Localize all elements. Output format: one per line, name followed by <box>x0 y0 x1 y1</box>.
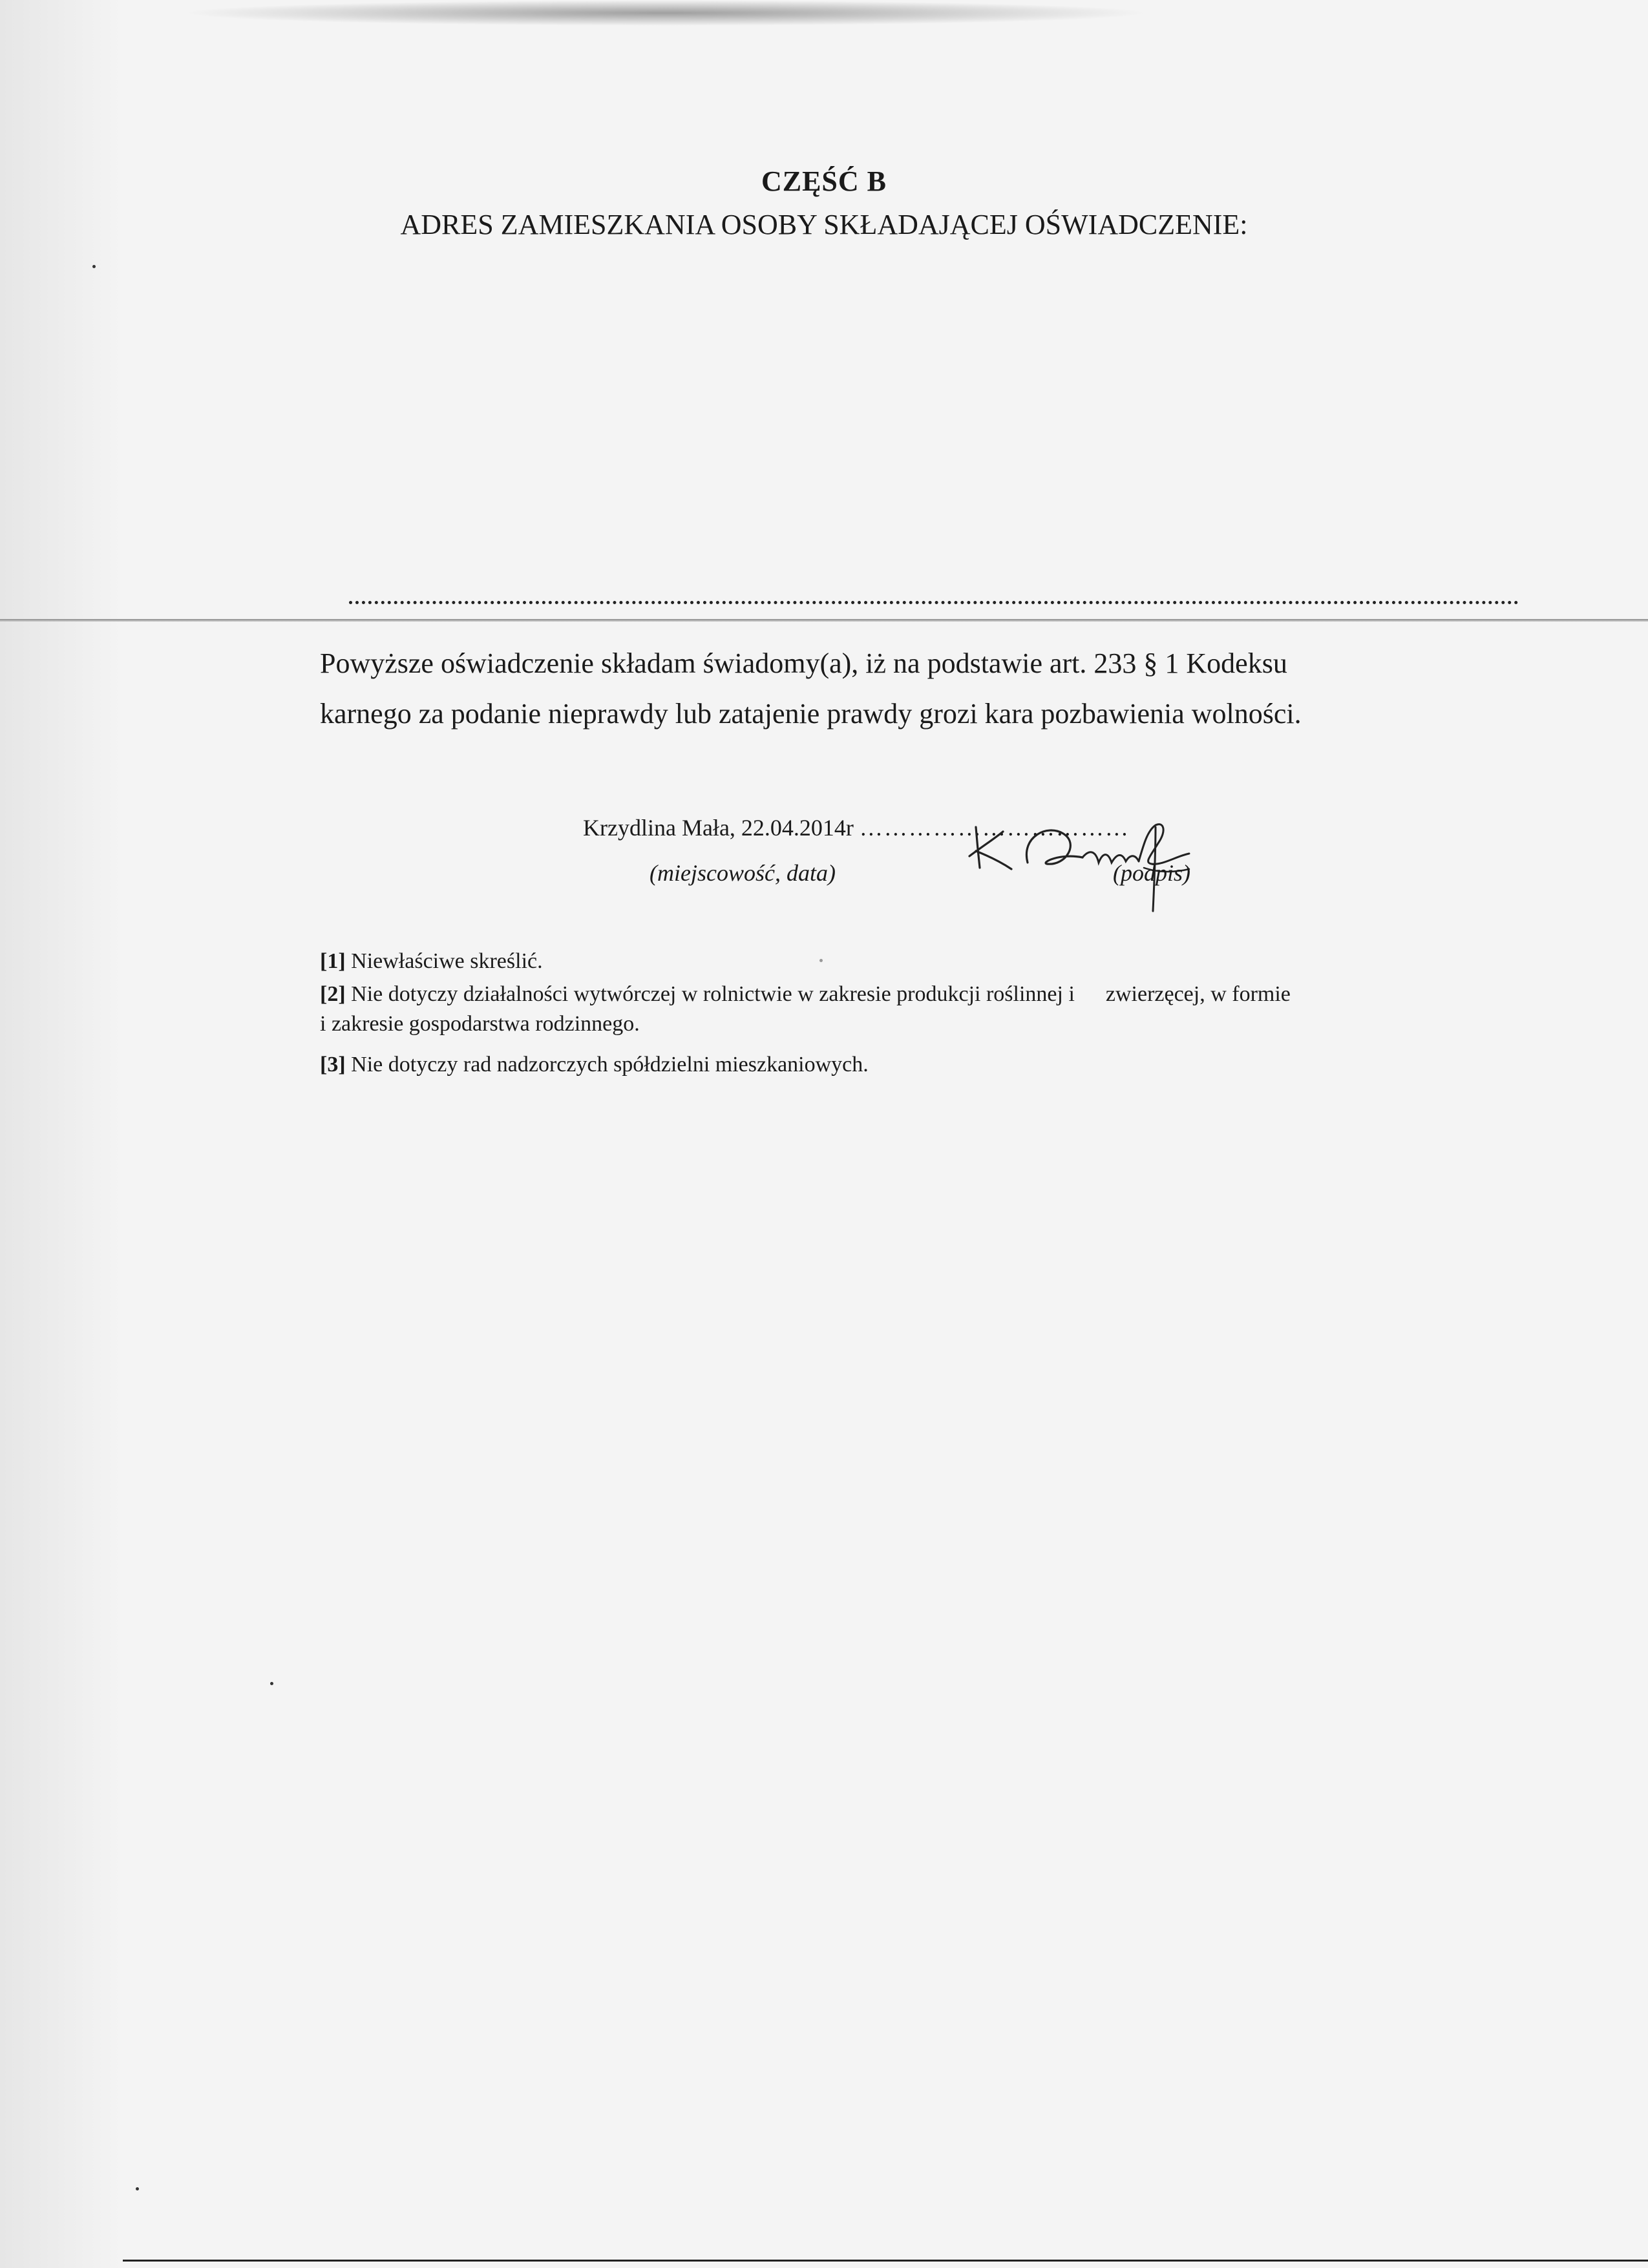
caption-signature: (podpis) <box>1113 860 1190 886</box>
footnote-2 <box>320 980 1535 1039</box>
footnote-1 <box>320 947 1535 976</box>
section-title: CZĘŚĆ B <box>761 165 887 197</box>
page-bottom-edge <box>123 2260 1648 2262</box>
footnote-text-line-2: i zakresie gospodarstwa rodzinnego. <box>320 1012 640 1036</box>
footnote-marker: [2] <box>320 982 346 1006</box>
scan-speck <box>92 265 96 268</box>
statement-line-2: karnego za podanie nieprawdy lub zatajenie prawdy grozi kara pozbawienia wolności. <box>320 698 1302 730</box>
scan-smudge <box>181 0 1150 26</box>
footnote-3 <box>320 1050 1535 1080</box>
footnote-marker: [3] <box>320 1053 346 1076</box>
statement-line-1: Powyższe oświadczenie składam świadomy(a), iż na podstawie art. 233 § 1 Kodeksu <box>320 647 1287 679</box>
paper-fold-line <box>0 619 1648 622</box>
footnote-text: Nie dotyczy działalności wytwórczej w rolnictwie w zakresie produkcji roślinnej i <box>351 982 1075 1006</box>
scan-speck <box>819 959 823 962</box>
caption-place-date: (miejscowość, data) <box>650 860 836 886</box>
address-dotted-line <box>349 601 1519 604</box>
footnote-marker: [1] <box>320 949 346 973</box>
scan-speck <box>136 2187 139 2190</box>
section-subtitle: ADRES ZAMIESZKANIA OSOBY SKŁADAJĄCEJ OŚWIADCZENIE: <box>400 209 1248 240</box>
handwritten-signature <box>950 792 1254 921</box>
declaration-statement <box>320 638 1528 739</box>
scan-shadow <box>0 0 123 2268</box>
signature-dots: …………………………… <box>859 815 1130 841</box>
footnote-text-continued: zwierzęcej, w formie <box>1105 982 1291 1006</box>
footnote-text: Nie dotyczy rad nadzorczych spółdzielni mieszkaniowych. <box>351 1053 869 1076</box>
place-date-value: Krzydlina Mała, 22.04.2014r <box>583 815 854 841</box>
scan-speck <box>270 1682 273 1685</box>
footnote-text: Niewłaściwe skreślić. <box>351 949 543 973</box>
